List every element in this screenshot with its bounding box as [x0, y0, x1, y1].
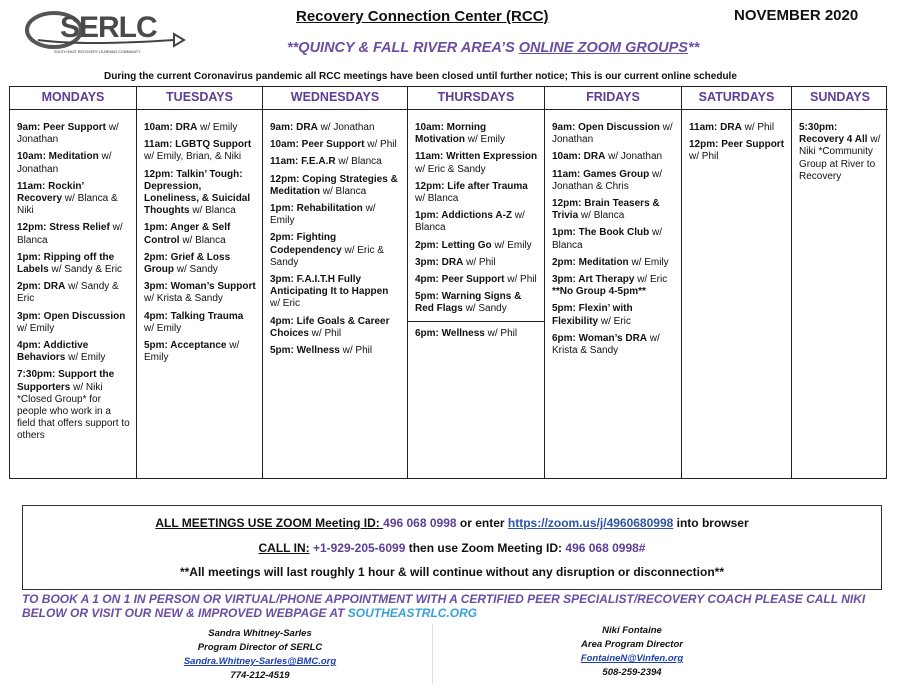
website-link[interactable]: SOUTHEASTRLC.ORG	[347, 606, 478, 620]
zoom-meeting-id: 496 068 0998	[383, 516, 457, 530]
session-entry	[17, 369, 130, 442]
session-title: 12pm: Stress Relief	[17, 222, 110, 234]
session-title: 11am: LGBTQ Support	[144, 139, 252, 151]
session-entry	[270, 345, 401, 357]
session-entry	[270, 122, 401, 134]
session-facilitator: w/ Eric	[634, 274, 668, 286]
session-facilitator: w/ Emily	[144, 322, 182, 334]
session-entry	[17, 252, 130, 276]
session-entry	[552, 257, 675, 269]
session-facilitator: w/ Blanca	[578, 210, 625, 222]
session-entry	[270, 203, 401, 227]
session-facilitator: w/ Phil	[308, 327, 342, 339]
session-entry	[552, 303, 675, 327]
session-facilitator: w/ Blanca	[189, 205, 236, 217]
session-facilitator: w/ Blanca	[415, 210, 525, 234]
day-column-fridays	[545, 87, 682, 478]
session-facilitator: w/ Emily	[628, 256, 669, 268]
session-facilitator: w/ Niki *Closed Group* for people who work in a field that offers support to others	[17, 381, 130, 442]
meeting-info-box	[22, 505, 882, 590]
session-entry	[689, 139, 785, 163]
day-column-wednesdays	[263, 87, 408, 478]
session-list	[408, 110, 544, 340]
session-title: 3pm: Open Discussion	[17, 310, 126, 322]
session-facilitator: w/ Blanca	[552, 227, 663, 251]
session-facilitator: w/ Eric & Sandy	[270, 244, 384, 268]
session-title: 1pm: Addictions A-Z	[415, 210, 513, 222]
session-title: 9am: DRA	[270, 122, 318, 133]
session-facilitator: w/ Niki *Community Group at River to Recovery	[799, 134, 881, 182]
session-title: 11am: Games Group	[552, 168, 650, 180]
session-facilitator: w/ Sandy	[174, 264, 218, 276]
contact-phone: 508-259-2394	[602, 667, 662, 678]
session-title: 11am: Written Expression	[415, 151, 538, 163]
session-facilitator: w/ Emily	[144, 340, 240, 364]
contact-divider	[432, 624, 433, 684]
session-entry	[270, 232, 401, 269]
session-title: 2pm: Letting Go	[415, 239, 492, 251]
session-facilitator: w/ Emily, Brian, & Niki	[144, 151, 242, 163]
row-divider	[408, 321, 544, 322]
day-header: TUESDAYS	[137, 87, 262, 110]
session-title: 11am: F.E.A.R	[270, 156, 336, 168]
session-title: 12pm: Life after Trauma	[415, 180, 528, 192]
session-entry	[552, 122, 675, 146]
session-title: 2pm: DRA	[17, 281, 66, 293]
session-entry	[144, 252, 256, 276]
session-entry	[144, 340, 256, 364]
day-column-mondays	[10, 87, 137, 478]
session-facilitator: w/ Emily	[491, 239, 532, 251]
session-facilitator: w/ Sandy	[462, 303, 507, 315]
session-facilitator: w/ Eric	[270, 298, 300, 310]
session-entry	[415, 210, 538, 234]
session-entry	[552, 274, 675, 298]
session-title: 11am: DRA	[689, 122, 742, 133]
session-facilitator: w/ Emily	[65, 352, 106, 364]
session-title: 4pm: Life Goals & Career Choices	[270, 315, 390, 339]
session-facilitator: w/ Emily	[270, 203, 376, 227]
session-title: 4pm: Addictive Behaviors	[17, 340, 89, 364]
session-title: 10am: DRA	[144, 122, 198, 133]
session-entry	[415, 240, 538, 252]
session-facilitator: w/ Sandy & Eric	[48, 264, 123, 276]
session-title: 2pm: Fighting Codependency	[270, 232, 342, 256]
session-title: 7:30pm: Support the Supporters	[17, 369, 115, 393]
session-title: 6pm: Woman’s DRA	[552, 332, 648, 344]
session-entry	[415, 181, 538, 205]
zoom-meeting-line: ALL MEETINGS USE ZOOM Meeting ID: 496 068 0998 or enter https://zoom.us/j/4960680998 into browser	[155, 516, 749, 530]
day-header: MONDAYS	[10, 87, 136, 110]
session-facilitator: w/ Eric	[598, 315, 631, 327]
page-subtitle: **QUINCY & FALL RIVER AREA’S ONLINE ZOOM GROUPS**	[287, 40, 700, 56]
call-in-meeting-id: 496 068 0998#	[565, 541, 646, 555]
contact-email-link[interactable]: FontaineN@Vinfen.org	[580, 653, 684, 664]
contact-card-sandra	[120, 627, 400, 683]
session-entry	[270, 174, 401, 198]
day-column-sundays	[792, 87, 888, 478]
weekly-schedule-table	[9, 86, 887, 479]
session-facilitator: w/ Eric & Sandy	[415, 163, 486, 175]
session-facilitator: w/ Blanca	[335, 156, 382, 168]
session-list	[682, 110, 791, 164]
logo-text: SERLC	[60, 11, 157, 44]
call-in-line: CALL IN: +1-929-205-6099 then use Zoom Meeting ID: 496 068 0998#	[258, 541, 646, 555]
session-title: 12pm: Talkin’ Tough: Depression, Loneliness, & Suicidal Thoughts	[144, 168, 251, 217]
booking-notice: TO BOOK A 1 ON 1 IN PERSON OR VIRTUAL/PHONE APPOINTMENT WITH A CERTIFIED PEER SPECIALIST/RECOVERY COACH PLEASE CALL NIKI BELOW OR VISIT OUR NEW & IMPROVED WEBPAGE AT SOUTHEASTRLC.ORG	[22, 592, 866, 620]
session-facilitator: w/ Jonathan & Chris	[552, 168, 663, 192]
session-facilitator: w/ Phil	[364, 139, 397, 151]
session-entry	[552, 227, 675, 251]
session-title: 12pm: Peer Support	[689, 139, 785, 151]
contact-role: Area Program Director	[581, 639, 683, 650]
zoom-link[interactable]: https://zoom.us/j/4960680998	[507, 516, 674, 530]
session-entry	[144, 281, 256, 305]
session-title: 10am: Meditation	[17, 151, 99, 163]
session-title: 1pm: Anger & Self Control	[144, 222, 231, 246]
session-title: 3pm: Art Therapy	[552, 274, 635, 286]
session-entry	[689, 122, 785, 134]
session-entry	[17, 281, 130, 305]
session-facilitator: w/ Phil	[339, 345, 373, 357]
session-title: 2pm: Grief & Loss Group	[144, 251, 231, 276]
session-title: 10am: Morning Motivation	[415, 122, 487, 146]
session-list	[10, 110, 136, 443]
session-entry	[552, 198, 675, 222]
duration-note: **All meetings will last roughly 1 hour & will continue without any disruption or disconnection**	[179, 565, 725, 579]
session-title: 5pm: Flexin’ with Flexibility	[552, 303, 633, 327]
session-title: 4pm: Talking Trauma	[144, 310, 244, 322]
session-title: 9am: Peer Support	[17, 122, 106, 133]
page-title: Recovery Connection Center (RCC)	[296, 8, 549, 25]
session-title: 10am: Peer Support	[270, 139, 365, 151]
session-title: 4pm: Peer Support	[415, 274, 505, 286]
session-title: 1pm: The Book Club	[552, 227, 650, 239]
session-title: 11am: Rockin’ Recovery	[17, 180, 84, 205]
session-entry	[144, 311, 256, 335]
contact-card-niki	[492, 624, 772, 680]
session-facilitator: w/ Blanca	[179, 234, 226, 246]
session-entry	[552, 169, 675, 193]
session-facilitator: w/ Phil	[504, 274, 537, 286]
session-facilitator: w/ Sandy & Eric	[17, 281, 119, 305]
session-facilitator: w/ Emily	[17, 322, 55, 334]
day-column-thursdays	[408, 87, 545, 478]
logo-tagline: SOUTH EAST RECOVERY LEARNING COMMUNITY	[54, 50, 141, 54]
day-header: SATURDAYS	[682, 87, 791, 110]
session-entry	[415, 257, 538, 269]
call-in-number[interactable]: +1-929-205-6099	[309, 541, 406, 555]
day-header: WEDNESDAYS	[263, 87, 407, 110]
contact-role: Program Director of SERLC	[197, 642, 323, 653]
session-title: 6pm: Wellness	[415, 327, 485, 339]
session-entry	[415, 274, 538, 286]
session-facilitator: w/ Jonathan	[317, 122, 375, 133]
session-entry	[17, 222, 130, 246]
session-entry	[144, 139, 256, 163]
session-entry	[17, 151, 130, 175]
session-list	[137, 110, 262, 364]
pandemic-notice: During the current Coronavirus pandemic all RCC meetings have been closed until further notice; This is our current online schedule	[104, 71, 737, 82]
session-title: 3pm: F.A.I.T.H Fully Anticipating It to Happen	[270, 274, 389, 298]
session-facilitator: w/ Jonathan	[17, 151, 112, 175]
session-entry	[17, 122, 130, 146]
session-title: 10am: DRA	[552, 151, 606, 163]
month-label: NOVEMBER 2020	[734, 7, 859, 24]
session-entry	[270, 316, 401, 340]
session-entry	[270, 274, 401, 311]
session-title: 5pm: Warning Signs & Red Flags	[415, 291, 522, 315]
session-entry	[552, 151, 675, 163]
session-facilitator: w/ Blanca	[415, 193, 459, 205]
session-facilitator: w/ Phil	[741, 122, 775, 133]
session-facilitator: w/ Phil	[484, 327, 518, 339]
session-title: 3pm: DRA	[415, 256, 464, 268]
session-facilitator: w/ Jonathan	[605, 151, 663, 163]
session-facilitator: w/ Blanca	[320, 185, 367, 197]
session-entry	[144, 222, 256, 246]
session-facilitator: w/ Krista & Sandy	[552, 332, 660, 357]
contact-email-link[interactable]: Sandra.Whitney-Sarles@BMC.org	[183, 656, 337, 667]
session-entry	[552, 333, 675, 357]
session-entry	[415, 151, 538, 175]
session-facilitator: w/ Jonathan	[552, 122, 673, 146]
session-entry	[17, 181, 130, 218]
contact-name: Sandra Whitney-Sarles	[208, 628, 312, 639]
session-list	[545, 110, 681, 357]
session-list	[792, 110, 888, 183]
session-facilitator: w/ Phil	[689, 151, 719, 163]
session-entry	[415, 291, 538, 315]
session-entry	[17, 311, 130, 335]
session-facilitator: w/ Jonathan	[17, 122, 119, 146]
session-title: 5:30pm: Recovery 4 All	[799, 122, 868, 146]
session-title: 1pm: Rehabilitation	[270, 203, 363, 215]
session-entry	[415, 122, 538, 146]
session-entry	[270, 139, 401, 151]
session-facilitator: w/ Emily	[197, 122, 238, 133]
session-facilitator: w/ Blanca	[17, 222, 123, 246]
session-title: 3pm: Woman’s Support	[144, 281, 256, 293]
session-title: 12pm: Coping Strategies & Meditation	[270, 173, 398, 197]
day-header: FRIDAYS	[545, 87, 681, 110]
session-title: 5pm: Wellness	[270, 345, 340, 357]
session-entry	[17, 340, 130, 364]
session-title: 12pm: Brain Teasers & Trivia	[552, 198, 660, 222]
session-title: 5pm: Acceptance	[144, 340, 227, 352]
session-entry	[415, 328, 538, 340]
session-facilitator: w/ Blanca & Niki	[17, 193, 118, 217]
session-title: 1pm: Ripping off the Labels	[17, 251, 115, 276]
session-entry	[270, 156, 401, 168]
session-entry	[799, 122, 882, 183]
session-facilitator: w/ Phil	[463, 256, 496, 268]
session-title: 2pm: Meditation	[552, 256, 629, 268]
session-facilitator: w/ Krista & Sandy	[144, 293, 223, 305]
session-note: **No Group 4-5pm**	[552, 286, 646, 298]
contact-name: Niki Fontaine	[602, 625, 662, 636]
day-header: SUNDAYS	[792, 87, 888, 110]
day-header: THURSDAYS	[408, 87, 544, 110]
session-entry	[144, 169, 256, 218]
serlc-logo	[24, 8, 186, 60]
session-entry	[144, 122, 256, 134]
session-list	[263, 110, 407, 357]
session-facilitator: w/ Emily	[465, 134, 505, 146]
day-column-tuesdays	[137, 87, 263, 478]
contact-phone: 774-212-4519	[230, 670, 290, 681]
day-column-saturdays	[682, 87, 792, 478]
session-title: 9am: Open Discussion	[552, 122, 660, 133]
